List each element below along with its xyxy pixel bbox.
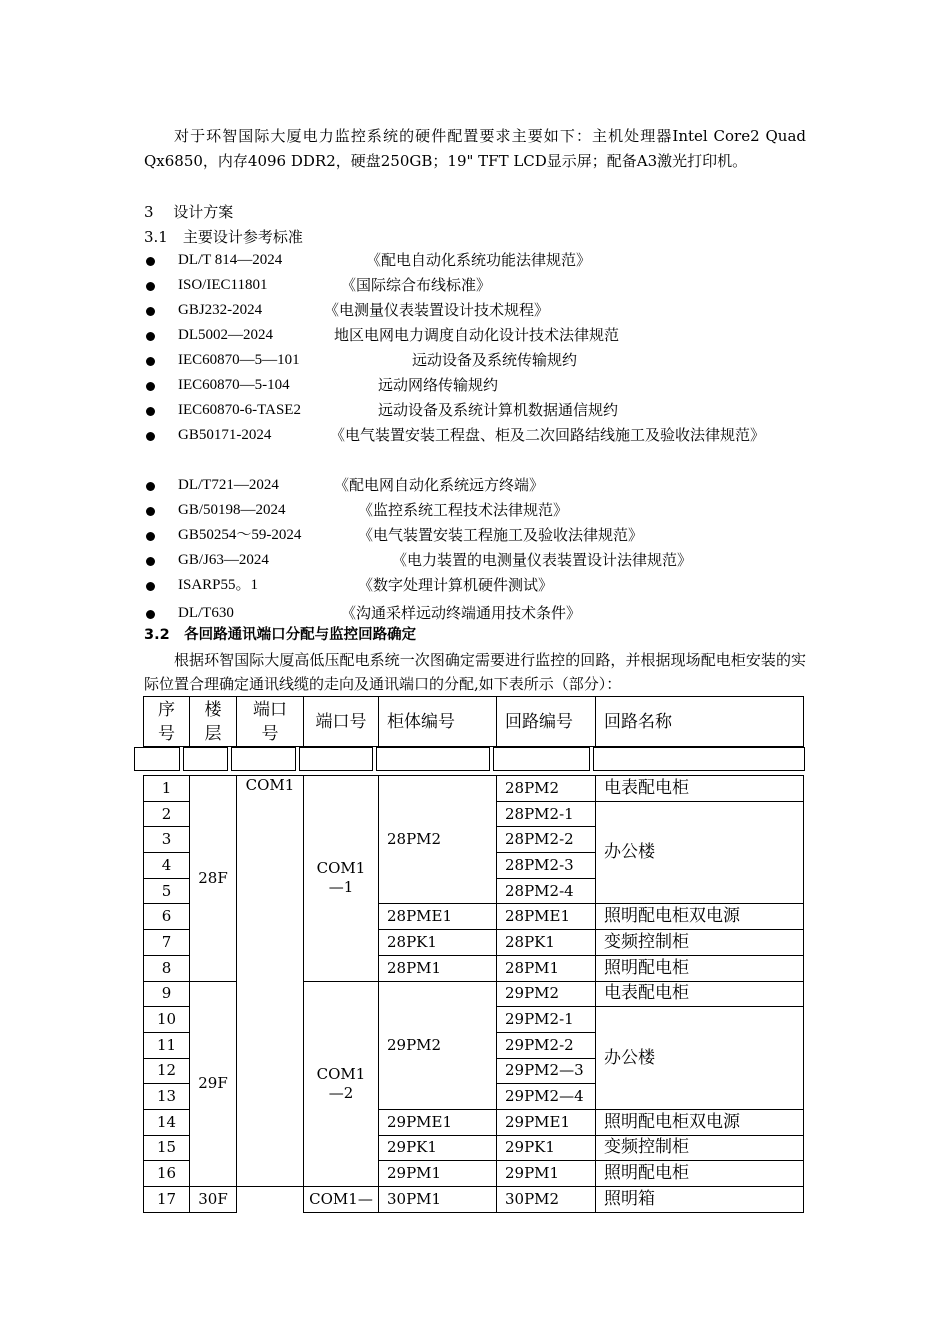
circuit-cell: 28PM2-1 [497,801,596,827]
standard-name: 《数字处理计算机硬件测试》 [358,576,554,594]
standard-code: GB50254～59-2024 [178,527,302,543]
standard-name: 《配电自动化系统功能法律规范》 [366,251,592,269]
cabinet-cell: 29PM1 [379,1161,497,1187]
serial-cell: 11 [144,1032,190,1058]
circuit-name-cell: 变频控制柜 [596,1135,804,1161]
cabinet-cell: 28PM1 [379,955,497,981]
bullet-icon [146,507,155,516]
cabinet-cell: 29PME1 [379,1109,497,1135]
circuit-name-cell: 照明箱 [596,1187,804,1213]
circuit-cell: 29PM2-1 [497,1007,596,1033]
circuit-name-cell: 办公楼 [596,801,804,904]
bullet-icon [146,282,155,291]
serial-cell: 5 [144,878,190,904]
table-empty-row [134,747,805,771]
bullet-icon [146,257,155,266]
subport-cell [304,981,379,1187]
standard-name: 远动设备及系统计算机数据通信规约 [378,401,619,419]
port-cell: COM1 [237,776,304,1187]
circuit-cell: 28PM2-3 [497,853,596,879]
bullet-icon [146,357,155,366]
table-header-row [144,697,804,747]
circuit-cell: 28PM2 [497,776,596,802]
circuit-name-cell: 照明配电柜双电源 [596,1109,804,1135]
standard-name: 《电力装置的电测量仪表装置设计法律规范》 [392,551,693,569]
cabinet-cell: 28PME1 [379,904,497,930]
serial-cell: 2 [144,801,190,827]
standard-code: GB/J63—2024 [178,552,269,568]
standard-name: 《监控系统工程技术法律规范》 [358,501,569,519]
standard-code: DL/T721—2024 [178,477,279,493]
bullet-icon [146,432,155,441]
bullet-icon [146,307,155,316]
standard-name: 地区电网电力调度自动化设计技术法律规范 [334,326,620,344]
serial-cell: 17 [144,1187,190,1213]
serial-cell: 15 [144,1135,190,1161]
standard-code: ISARP55。1 [178,577,259,593]
header-circuit-name: 回路名称 [596,697,804,747]
bullet-icon [146,332,155,341]
serial-cell: 8 [144,955,190,981]
circuit-cell: 29PK1 [497,1135,596,1161]
header-port: 端口号 [237,697,304,747]
cabinet-cell: 29PK1 [379,1135,497,1161]
circuit-name-cell: 变频控制柜 [596,930,804,956]
bullet-icon [146,532,155,541]
section-3-2-paragraph: 根据环智国际大厦高低压配电系统一次图确定需要进行监控的回路，并根据现场配电柜安装的实际位置合理确定通讯线缆的走向及通讯端口的分配,如下表所示（部分）： [144,651,806,693]
circuit-cell: 29PM2-2 [497,1032,596,1058]
standard-code: IEC60870-6-TASE2 [178,402,301,418]
standard-name: 《国际综合布线标准》 [341,276,492,294]
floor-cell: 29F [190,981,237,1187]
circuit-name-cell: 电表配电柜 [596,981,804,1007]
header-cabinet: 柜体编号 [379,697,497,747]
standard-name: 远动设备及系统传输规约 [412,351,578,369]
standard-code: DL/T630 [178,605,234,621]
circuit-cell: 28PM2-4 [497,878,596,904]
table-row [144,1187,804,1213]
section-3-2-heading: 3.2 各回路通讯端口分配与监控回路确定 [144,627,417,643]
port-cell-empty [237,1187,304,1213]
circuit-cell: 28PK1 [497,930,596,956]
serial-cell: 4 [144,853,190,879]
standard-name: 《电气装置安装工程盘、柜及二次回路结线施工及验收法律规范》 [330,426,766,444]
bullet-icon [146,482,155,491]
circuit-name-cell: 照明配电柜双电源 [596,904,804,930]
standard-code: IEC60870—5-104 [178,377,290,393]
bullet-icon [146,582,155,591]
serial-cell: 6 [144,904,190,930]
section-3-heading: 3 设计方案 [144,203,234,221]
standard-name: 远动网络传输规约 [378,376,499,394]
circuit-cell: 30PM2 [497,1187,596,1213]
circuit-cell: 29PM2—3 [497,1058,596,1084]
standard-code: GB/50198—2024 [178,502,286,518]
serial-cell: 9 [144,981,190,1007]
standard-name: 《沟通采样远动终端通用技术条件》 [341,604,582,622]
standard-code: GB50171-2024 [178,427,272,443]
cabinet-cell: 28PK1 [379,930,497,956]
port-allocation-table [143,696,804,1213]
circuit-cell: 28PME1 [497,904,596,930]
serial-cell: 12 [144,1058,190,1084]
serial-cell: 13 [144,1084,190,1110]
standard-name: 《配电网自动化系统远方终端》 [334,476,545,494]
circuit-cell: 29PM1 [497,1161,596,1187]
standard-code: DL/T 814—2024 [178,252,283,268]
circuit-cell: 29PM2 [497,981,596,1007]
subport-cell: COM1— [304,1187,379,1213]
circuit-cell: 29PME1 [497,1109,596,1135]
serial-cell: 3 [144,827,190,853]
table-row [144,776,804,802]
standard-name: 《电气装置安装工程施工及验收法律规范》 [358,526,644,544]
subport-label: COM1—2 [316,1064,366,1102]
header-serial: 序号 [144,697,190,747]
serial-cell: 7 [144,930,190,956]
standard-code: GBJ232-2024 [178,302,263,318]
standard-code: ISO/IEC11801 [178,277,268,293]
serial-cell: 14 [144,1109,190,1135]
circuit-cell: 29PM2—4 [497,1084,596,1110]
standard-code: DL5002—2024 [178,327,273,343]
header-floor: 楼层 [190,697,237,747]
circuit-cell: 28PM2-2 [497,827,596,853]
cabinet-cell: 30PM1 [379,1187,497,1213]
section-3-1-heading: 3.1 主要设计参考标准 [144,228,303,246]
cabinet-cell: 29PM2 [379,981,497,1109]
bullet-icon [146,557,155,566]
subport-cell [304,776,379,982]
standard-code: IEC60870—5—101 [178,352,300,368]
bullet-icon [146,610,155,619]
intro-paragraph: 对于环智国际大厦电力监控系统的硬件配置要求主要如下：主机处理器Intel Core2 Quad Qx6850，内存4096 DDR2，硬盘250GB；19" TFT LCD显示屏；配备A3激光打印机。 [144,127,806,170]
bullet-icon [146,382,155,391]
circuit-name-cell: 办公楼 [596,1007,804,1110]
serial-cell: 10 [144,1007,190,1033]
header-circuit-id: 回路编号 [497,697,596,747]
header-subport: 端口号 [304,697,379,747]
serial-cell: 16 [144,1161,190,1187]
subport-label: COM1—1 [316,859,366,897]
circuit-name-cell: 照明配电柜 [596,1161,804,1187]
serial-cell: 1 [144,776,190,802]
floor-cell: 30F [190,1187,237,1213]
circuit-name-cell: 照明配电柜 [596,955,804,981]
cabinet-cell: 28PM2 [379,776,497,904]
floor-cell: 28F [190,776,237,982]
standard-name: 《电测量仪表装置设计技术规程》 [324,301,550,319]
bullet-icon [146,407,155,416]
circuit-cell: 28PM1 [497,955,596,981]
circuit-name-cell: 电表配电柜 [596,776,804,802]
